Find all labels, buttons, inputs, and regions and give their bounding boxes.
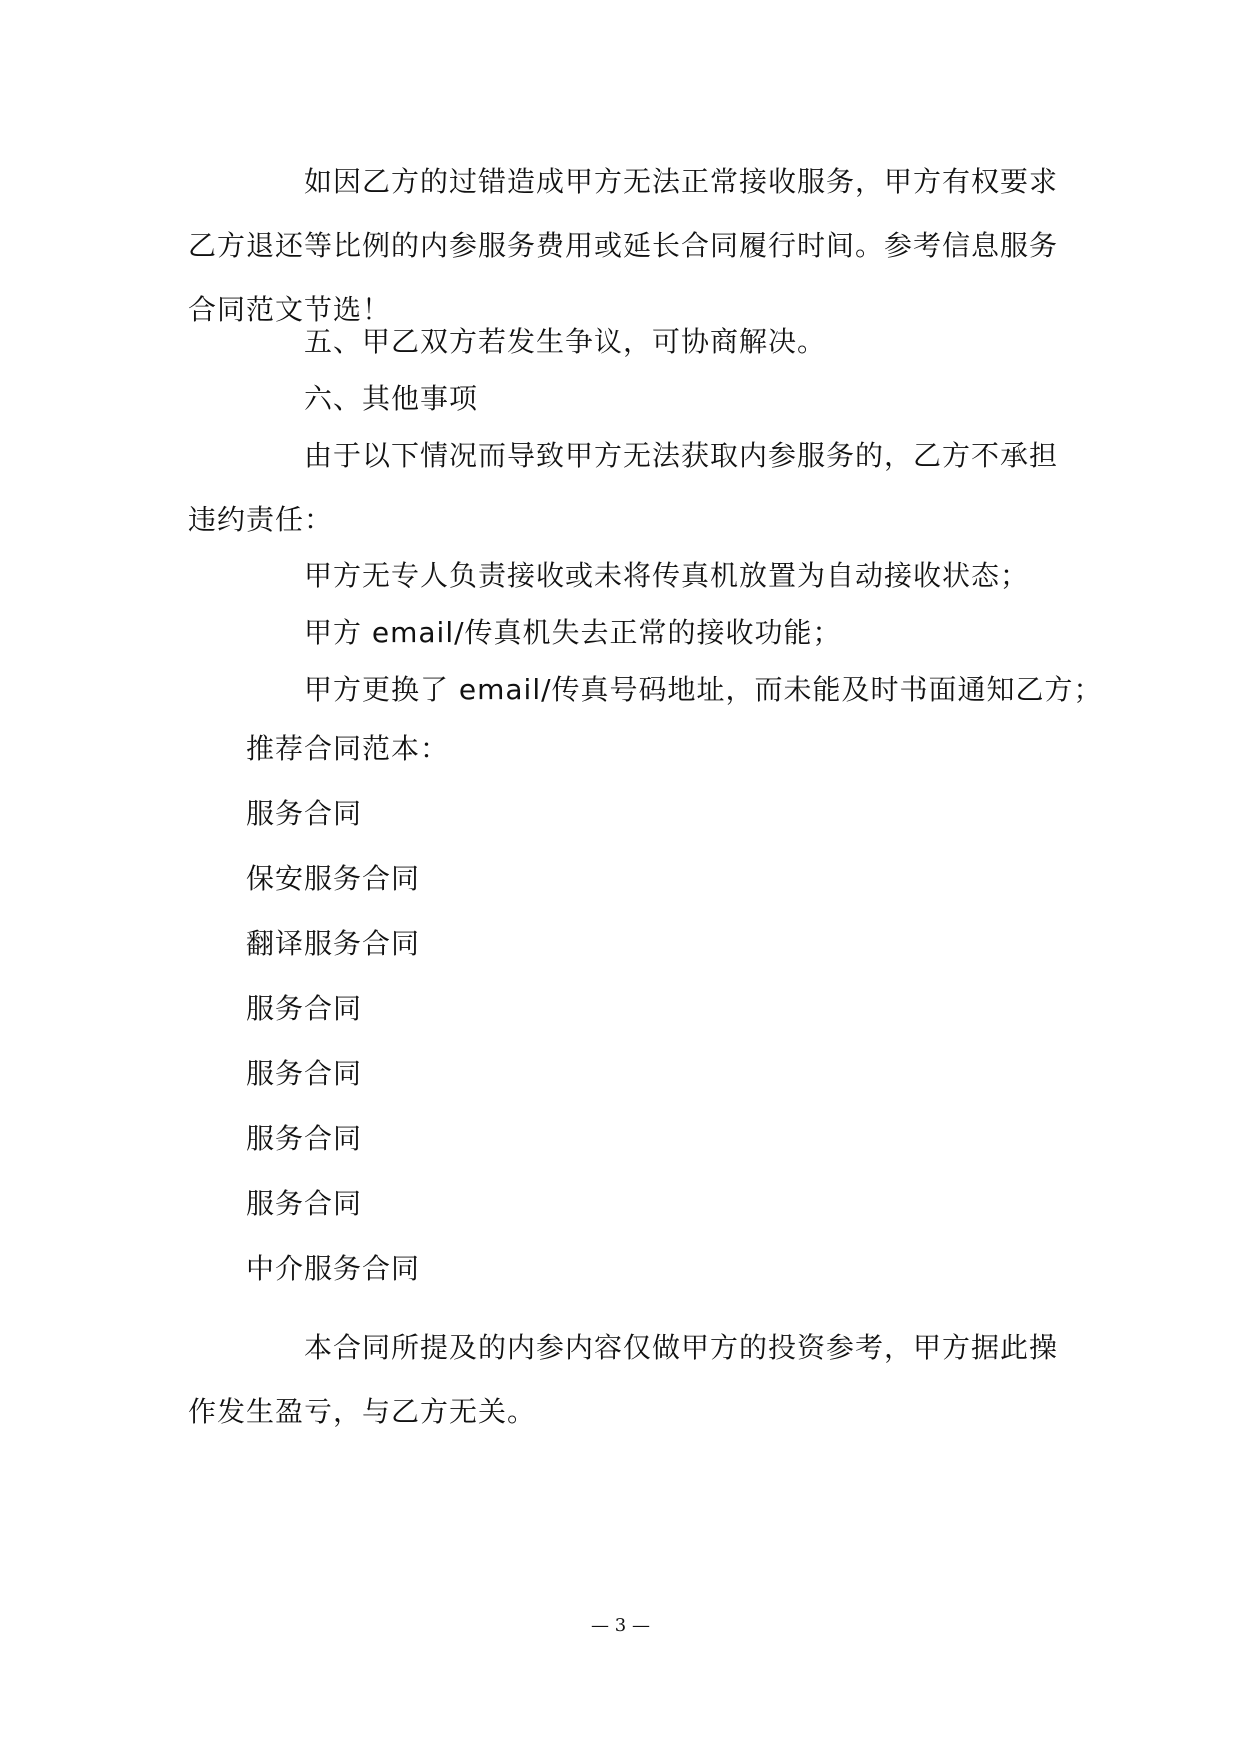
paragraph-dispute-resolution: 五、甲乙双方若发生争议，可协商解决。: [304, 325, 827, 358]
list-item: 翻译服务合同: [246, 927, 421, 960]
paragraph-condition-fax-failure: 甲方 email/传真机失去正常的接收功能；: [304, 616, 842, 649]
recommended-contracts-heading: 推荐合同范本：: [246, 732, 450, 765]
list-item: 服务合同: [246, 1057, 363, 1090]
paragraph-investment-disclaimer: 本合同所提及的内参内容仅做甲方的投资参考，甲方据此操作发生盈亏，与乙方无关。: [188, 1331, 1059, 1428]
list-item: 中介服务合同: [246, 1252, 421, 1285]
paragraph-condition-receiver: 甲方无专人负责接收或未将传真机放置为自动接收状态；: [304, 559, 1030, 592]
section-heading-other-matters: 六、其他事项: [304, 382, 479, 415]
list-item: 服务合同: [246, 1122, 363, 1155]
paragraph-condition-address-change: 甲方更换了 email/传真号码地址，而未能及时书面通知乙方；: [304, 673, 1103, 706]
list-item: 保安服务合同: [246, 862, 421, 895]
recommended-contracts-list: [246, 716, 846, 1301]
paragraph-liability-exemption: 由于以下情况而导致甲方无法获取内参服务的，乙方不承担违约责任：: [188, 439, 1059, 536]
list-item: 服务合同: [246, 1187, 363, 1220]
list-item: 服务合同: [246, 797, 363, 830]
list-item: 服务合同: [246, 992, 363, 1025]
paragraph-breach-refund: 如因乙方的过错造成甲方无法正常接收服务，甲方有权要求乙方退还等比例的内参服务费用或延长合同履行时间。参考信息服务合同范文节选！: [188, 165, 1059, 326]
page-number: — 3 —: [591, 1615, 650, 1636]
